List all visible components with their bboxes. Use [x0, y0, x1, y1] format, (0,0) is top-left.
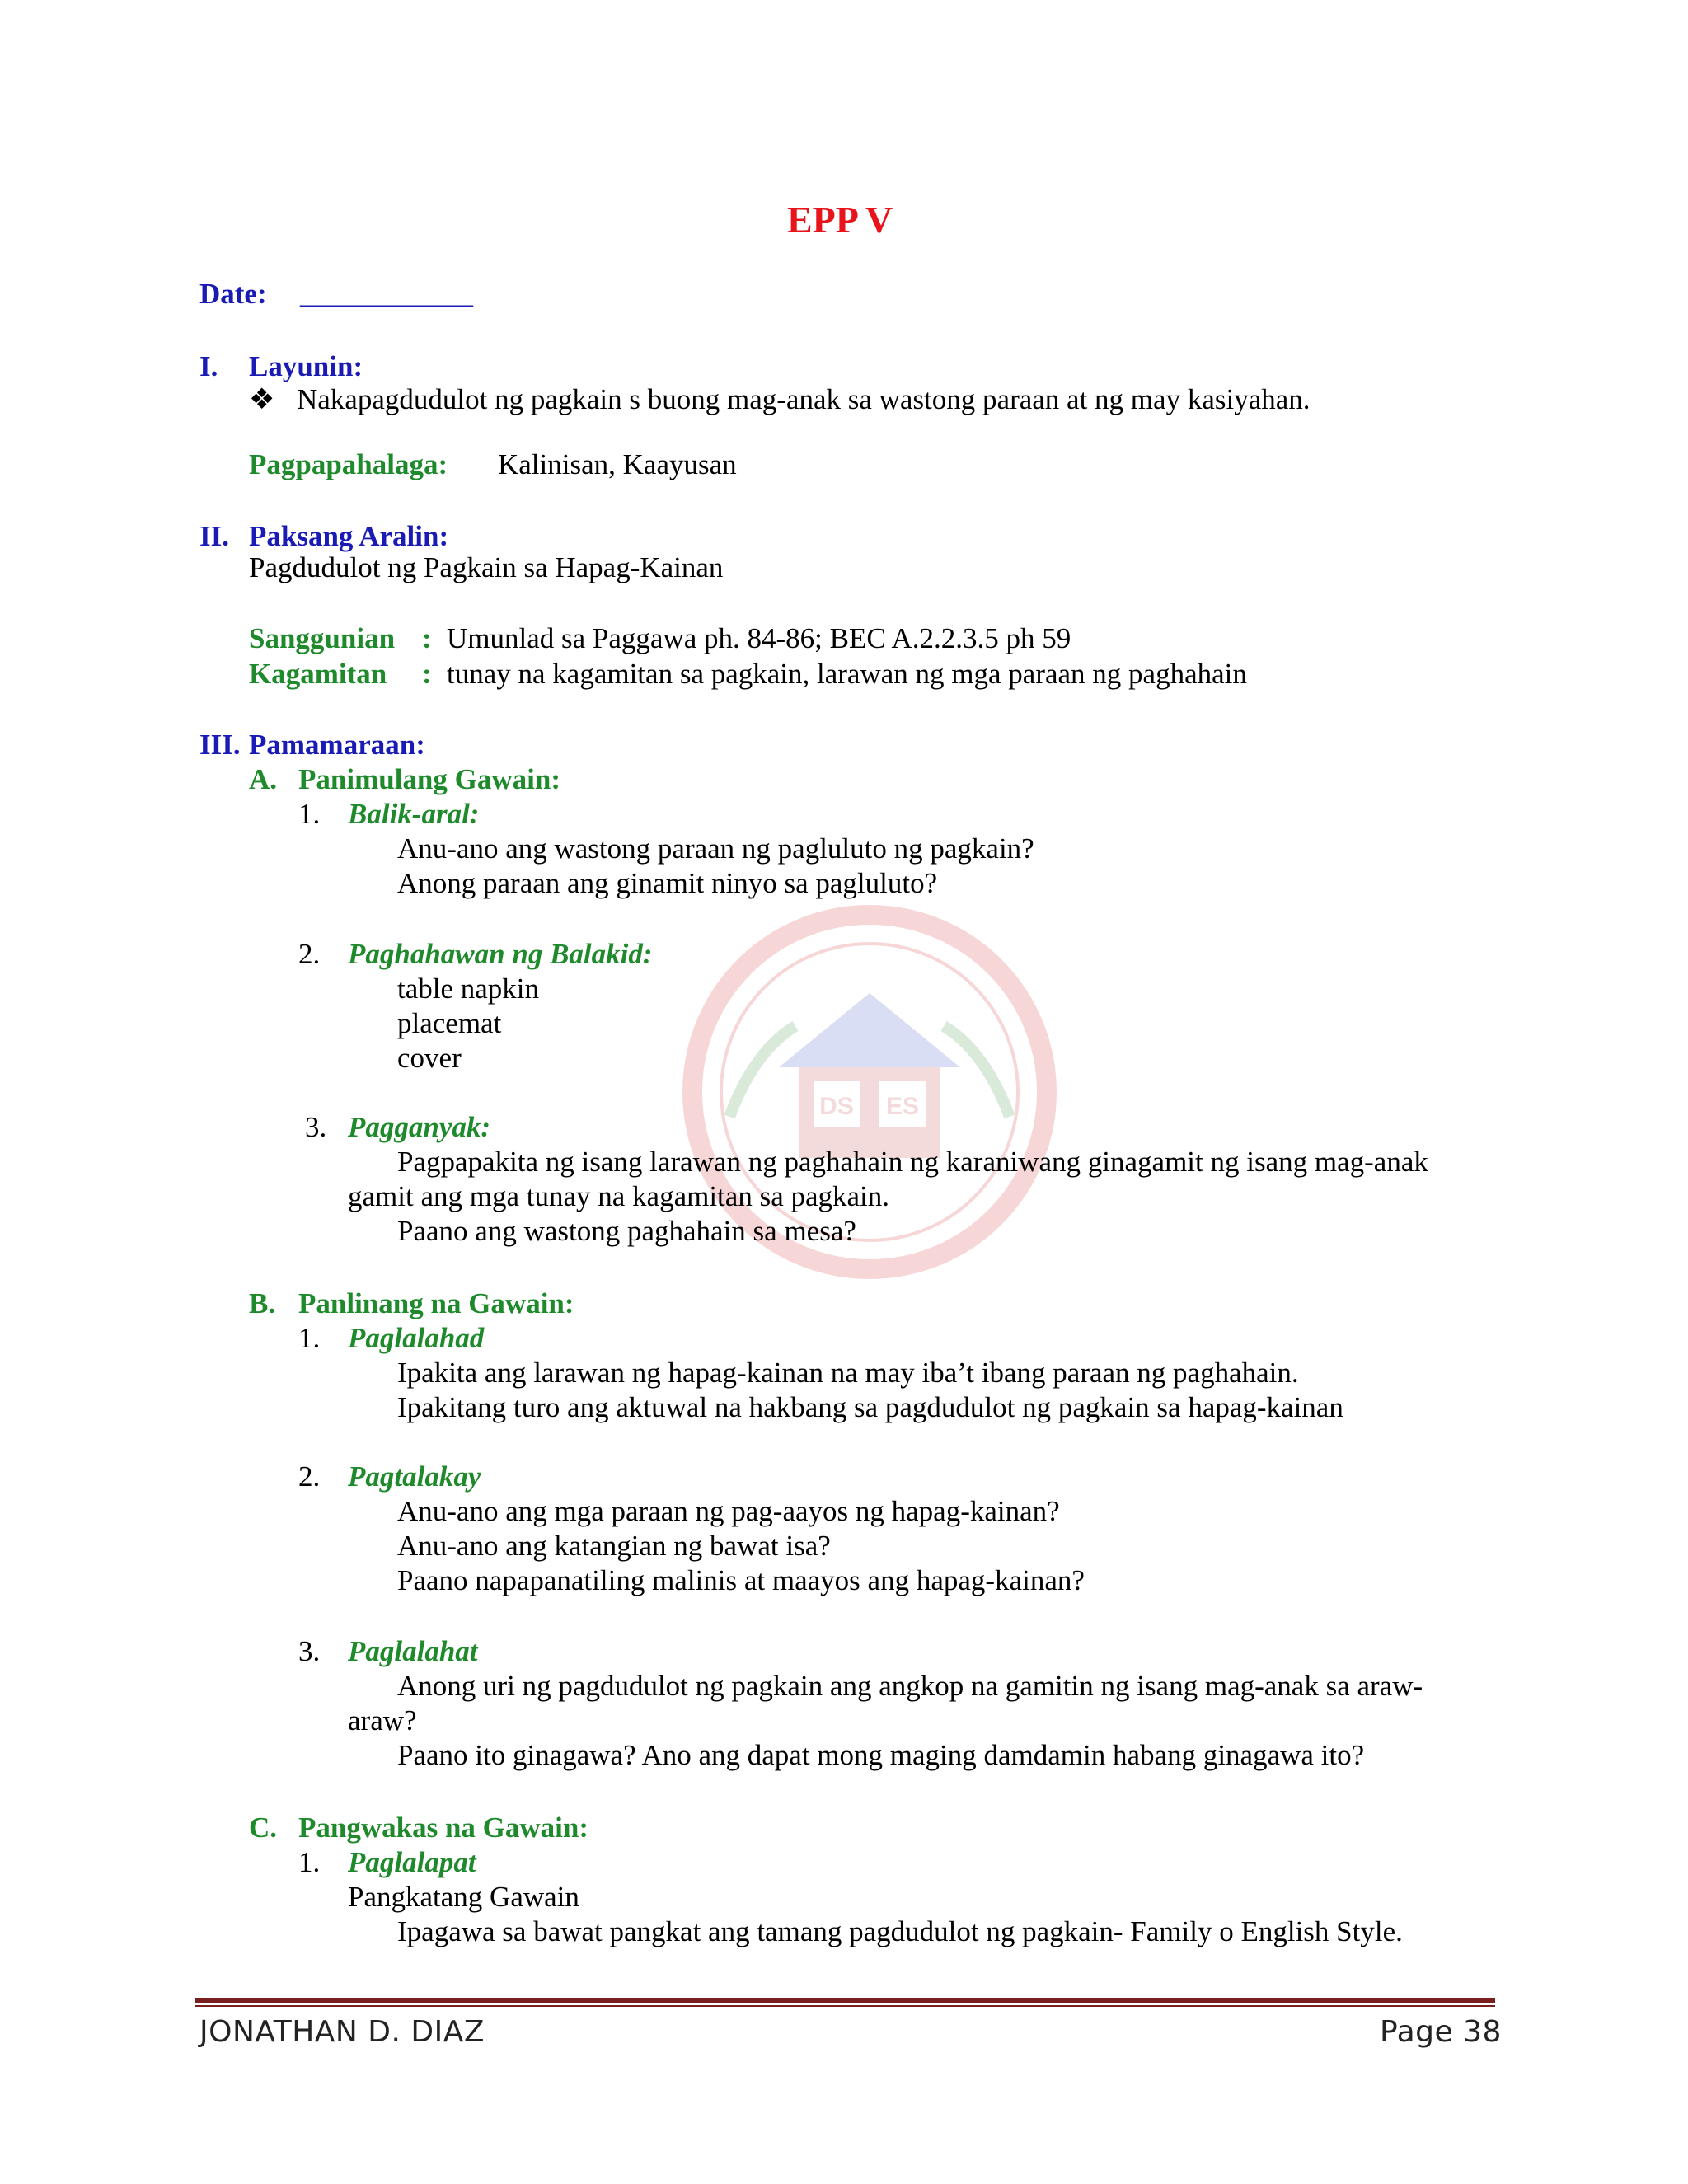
a1-line: Anong paraan ang ginamit ninyo sa pagluluto? — [397, 867, 938, 899]
part-b-letter: B. — [249, 1287, 276, 1319]
c1-title: Paglalapat — [348, 1846, 476, 1878]
a3-line: gamit ang mga tunay na kagamitan sa pagkain. — [348, 1180, 890, 1212]
section3-heading: Pamamaraan: — [249, 729, 425, 761]
b2-number: 2. — [298, 1460, 321, 1493]
a2-line: cover — [397, 1042, 462, 1074]
b3-line: araw? — [348, 1704, 417, 1736]
values-label: Pagpapahalaga: — [249, 448, 448, 480]
section2-heading: Paksang Aralin: — [249, 520, 449, 552]
section1-heading: Layunin: — [249, 350, 363, 382]
b2-title: Pagtalakay — [348, 1460, 481, 1493]
materials-label: Kagamitan — [249, 658, 387, 690]
part-c-heading: Pangwakas na Gawain: — [298, 1811, 589, 1844]
a3-line: Pagpapakita ng isang larawan ng paghahain ng karaniwang ginagamit ng isang mag-anak — [397, 1146, 1428, 1178]
c1-number: 1. — [298, 1846, 321, 1878]
topic-text: Pagdudulot ng Pagkain sa Hapag-Kainan — [249, 551, 724, 583]
section1-numeral: I. — [199, 350, 218, 382]
part-a-letter: A. — [249, 763, 278, 795]
section3-numeral: III. — [199, 729, 241, 761]
part-c-letter: C. — [249, 1811, 278, 1844]
c1-line: Ipagawa sa bawat pangkat ang tamang pagdudulot ng pagkain- Family o English Style. — [397, 1915, 1403, 1947]
a2-line: table napkin — [397, 972, 540, 1005]
b1-title: Paglalahad — [348, 1322, 485, 1354]
reference-colon: : — [422, 622, 432, 654]
footer-rule-thin — [195, 2005, 1495, 2007]
date-label: Date: — [199, 278, 267, 310]
b3-line: Anong uri ng pagdudulot ng pagkain ang angkop na gamitin ng isang mag-anak sa araw- — [397, 1670, 1423, 1702]
reference-label: Sanggunian — [249, 622, 396, 654]
b3-number: 3. — [298, 1635, 321, 1667]
a1-title: Balik-aral: — [348, 798, 480, 830]
a2-line: placemat — [397, 1007, 502, 1039]
footer-author: JONATHAN D. DIAZ — [199, 2015, 485, 2049]
b2-line: Paano napapanatiling malinis at maayos ang hapag-kainan? — [397, 1564, 1085, 1596]
a1-line: Anu-ano ang wastong paraan ng pagluluto ng pagkain? — [397, 832, 1034, 865]
a3-title: Pagganyak: — [348, 1111, 491, 1143]
a3-line: Paano ang wastong paghahain sa mesa? — [397, 1215, 856, 1247]
a1-number: 1. — [298, 798, 321, 830]
part-b-heading: Panlinang na Gawain: — [298, 1287, 574, 1319]
c1-subtitle: Pangkatang Gawain — [348, 1881, 579, 1913]
b2-line: Anu-ano ang katangian ng bawat isa? — [397, 1530, 831, 1562]
materials-text: tunay na kagamitan sa pagkain, larawan ng mga paraan ng paghahain — [447, 658, 1247, 690]
b3-line: Paano ito ginagawa? Ano ang dapat mong maging damdamin habang ginagawa ito? — [397, 1739, 1365, 1771]
b1-number: 1. — [298, 1322, 321, 1354]
footer-page-number: Page 38 — [1380, 2015, 1502, 2049]
section2-numeral: II. — [199, 520, 229, 552]
a2-title: Paghahawan ng Balakid: — [348, 938, 653, 970]
b1-line: Ipakita ang larawan ng hapag-kainan na may iba’t ibang paraan ng paghahain. — [397, 1357, 1299, 1389]
b2-line: Anu-ano ang mga paraan ng pag-aayos ng hapag-kainan? — [397, 1495, 1060, 1527]
b1-line: Ipakitang turo ang aktuwal na hakbang sa pagdudulot ng pagkain sa hapag-kainan — [397, 1391, 1343, 1423]
objective-text: Nakapagdudulot ng pagkain s buong mag-anak sa wastong paraan at ng may kasiyahan. — [297, 383, 1311, 415]
date-blank: ____________ — [300, 278, 473, 310]
part-a-heading: Panimulang Gawain: — [298, 763, 560, 795]
a2-number: 2. — [298, 938, 321, 970]
svg-text:ES: ES — [885, 1093, 920, 1120]
svg-text:DS: DS — [819, 1093, 854, 1120]
materials-colon: : — [422, 658, 432, 690]
b3-title: Paglalahat — [348, 1635, 478, 1667]
values-text: Kalinisan, Kaayusan — [498, 448, 737, 480]
footer-rule — [195, 1998, 1495, 2003]
page-title: EPP V — [787, 199, 893, 241]
reference-text: Umunlad sa Paggawa ph. 84-86; BEC A.2.2.3.5 ph 59 — [447, 622, 1071, 654]
a3-number: 3. — [305, 1111, 327, 1143]
diamond-bullet-icon: ❖ — [249, 383, 275, 415]
